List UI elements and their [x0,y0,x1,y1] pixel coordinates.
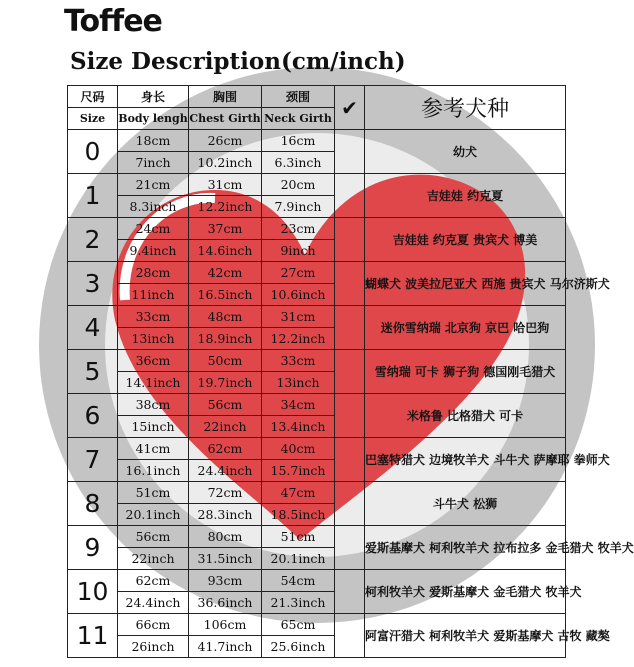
neck-girth-cm: 34cm [262,394,335,416]
chest-girth-cm: 48cm [189,306,262,328]
neck-girth-inch: 21.3inch [262,592,335,614]
breed-reference: 幼犬 [365,130,566,174]
neck-girth-inch: 20.1inch [262,548,335,570]
neck-girth-cm: 27cm [262,262,335,284]
body-length-inch: 13inch [118,328,189,350]
chest-girth-cm: 42cm [189,262,262,284]
chest-girth-cm: 37cm [189,218,262,240]
table-row [68,614,566,636]
table-row [68,262,566,284]
header-size-en: Size [68,108,118,130]
chest-girth-inch: 24.4inch [189,460,262,482]
breed-reference: 蝴蝶犬 波美拉尼亚犬 西施 贵宾犬 马尔济斯犬 [365,262,566,306]
chest-girth-inch: 36.6inch [189,592,262,614]
breed-reference: 米格鲁 比格猎犬 可卡 [365,394,566,438]
table-row [68,482,566,504]
neck-girth-cm: 40cm [262,438,335,460]
breed-reference: 雪纳瑞 可卡 狮子狗 德国刚毛猎犬 [365,350,566,394]
check-cell [335,262,365,306]
size-value: 0 [68,130,118,174]
chest-girth-cm: 56cm [189,394,262,416]
breed-reference: 巴塞特猎犬 边境牧羊犬 斗牛犬 萨摩耶 拳师犬 [365,438,566,482]
size-value: 2 [68,218,118,262]
check-cell [335,306,365,350]
chest-girth-cm: 62cm [189,438,262,460]
table-row [68,570,566,592]
chest-girth-cm: 26cm [189,130,262,152]
chest-girth-inch: 19.7inch [189,372,262,394]
neck-girth-inch: 18.5inch [262,504,335,526]
breed-reference: 吉娃娃 约克夏 贵宾犬 博美 [365,218,566,262]
check-cell [335,218,365,262]
chest-girth-inch: 41.7inch [189,636,262,658]
table-row [68,306,566,328]
breed-reference: 阿富汗猎犬 柯利牧羊犬 爱斯基摩犬 古牧 藏獒 [365,614,566,658]
size-value: 5 [68,350,118,394]
check-cell [335,350,365,394]
body-length-cm: 51cm [118,482,189,504]
size-value: 9 [68,526,118,570]
chest-girth-inch: 28.3inch [189,504,262,526]
size-value: 8 [68,482,118,526]
check-icon: ✔ [335,86,365,130]
body-length-inch: 7inch [118,152,189,174]
neck-girth-cm: 33cm [262,350,335,372]
body-length-inch: 8.3inch [118,196,189,218]
body-length-cm: 38cm [118,394,189,416]
breed-reference: 爱斯基摩犬 柯利牧羊犬 拉布拉多 金毛猎犬 牧羊犬 [365,526,566,570]
chest-girth-inch: 16.5inch [189,284,262,306]
check-cell [335,526,365,570]
neck-girth-inch: 9inch [262,240,335,262]
neck-girth-inch: 25.6inch [262,636,335,658]
table-row [68,350,566,372]
body-length-inch: 20.1inch [118,504,189,526]
header-chest-en: Chest Girth [189,108,262,130]
body-length-cm: 24cm [118,218,189,240]
check-cell [335,438,365,482]
table-row [68,130,566,152]
neck-girth-cm: 23cm [262,218,335,240]
body-length-inch: 14.1inch [118,372,189,394]
breed-reference: 迷你雪纳瑞 北京狗 京巴 哈巴狗 [365,306,566,350]
breed-reference: 吉娃娃 约克夏 [365,174,566,218]
body-length-inch: 11inch [118,284,189,306]
table-row [68,174,566,196]
body-length-cm: 21cm [118,174,189,196]
header-size-cn: 尺码 [68,86,118,108]
size-table [67,85,634,658]
header-body-cn: 身长 [118,86,189,108]
body-length-cm: 28cm [118,262,189,284]
body-length-cm: 33cm [118,306,189,328]
neck-girth-inch: 6.3inch [262,152,335,174]
neck-girth-cm: 47cm [262,482,335,504]
chest-girth-cm: 50cm [189,350,262,372]
size-value: 4 [68,306,118,350]
body-length-inch: 16.1inch [118,460,189,482]
check-cell [335,394,365,438]
neck-girth-cm: 51cm [262,526,335,548]
check-cell [335,130,365,174]
header-chest-cn: 胸围 [189,86,262,108]
neck-girth-cm: 31cm [262,306,335,328]
body-length-inch: 24.4inch [118,592,189,614]
breed-reference: 斗牛犬 松狮 [365,482,566,526]
body-length-cm: 36cm [118,350,189,372]
chest-girth-cm: 93cm [189,570,262,592]
body-length-inch: 9.4inch [118,240,189,262]
body-length-inch: 26inch [118,636,189,658]
body-length-inch: 15inch [118,416,189,438]
header-neck-cn: 颈围 [262,86,335,108]
neck-girth-inch: 12.2inch [262,328,335,350]
size-value: 6 [68,394,118,438]
table-row [68,394,566,416]
header-breed: 参考犬种 [365,86,566,130]
table-row [68,438,566,460]
header-neck-en: Neck Girth [262,108,335,130]
body-length-inch: 22inch [118,548,189,570]
check-cell [335,614,365,658]
chest-girth-inch: 14.6inch [189,240,262,262]
size-value: 11 [68,614,118,658]
chest-girth-inch: 31.5inch [189,548,262,570]
size-value: 7 [68,438,118,482]
neck-girth-inch: 13.4inch [262,416,335,438]
neck-girth-inch: 15.7inch [262,460,335,482]
breed-reference: 柯利牧羊犬 爱斯基摩犬 金毛猎犬 牧羊犬 [365,570,566,614]
check-cell [335,482,365,526]
neck-girth-inch: 10.6inch [262,284,335,306]
neck-girth-cm: 65cm [262,614,335,636]
page-title: Size Description(cm/inch) [70,48,406,75]
neck-girth-cm: 20cm [262,174,335,196]
size-value: 3 [68,262,118,306]
body-length-cm: 62cm [118,570,189,592]
neck-girth-cm: 54cm [262,570,335,592]
table-row [68,526,566,548]
chest-girth-inch: 10.2inch [189,152,262,174]
chest-girth-inch: 18.9inch [189,328,262,350]
neck-girth-inch: 7.9inch [262,196,335,218]
chest-girth-cm: 80cm [189,526,262,548]
chest-girth-inch: 12.2inch [189,196,262,218]
chest-girth-cm: 72cm [189,482,262,504]
chest-girth-cm: 106cm [189,614,262,636]
table-row [68,218,566,240]
size-chart [67,85,634,658]
header-body-en: Body lengh [118,108,189,130]
chest-girth-cm: 31cm [189,174,262,196]
brand-logo: Toffee [64,4,162,39]
body-length-cm: 56cm [118,526,189,548]
header-row-cn [68,86,566,108]
neck-girth-cm: 16cm [262,130,335,152]
size-value: 10 [68,570,118,614]
body-length-cm: 41cm [118,438,189,460]
neck-girth-inch: 13inch [262,372,335,394]
body-length-cm: 18cm [118,130,189,152]
size-value: 1 [68,174,118,218]
body-length-cm: 66cm [118,614,189,636]
check-cell [335,174,365,218]
check-cell [335,570,365,614]
chest-girth-inch: 22inch [189,416,262,438]
